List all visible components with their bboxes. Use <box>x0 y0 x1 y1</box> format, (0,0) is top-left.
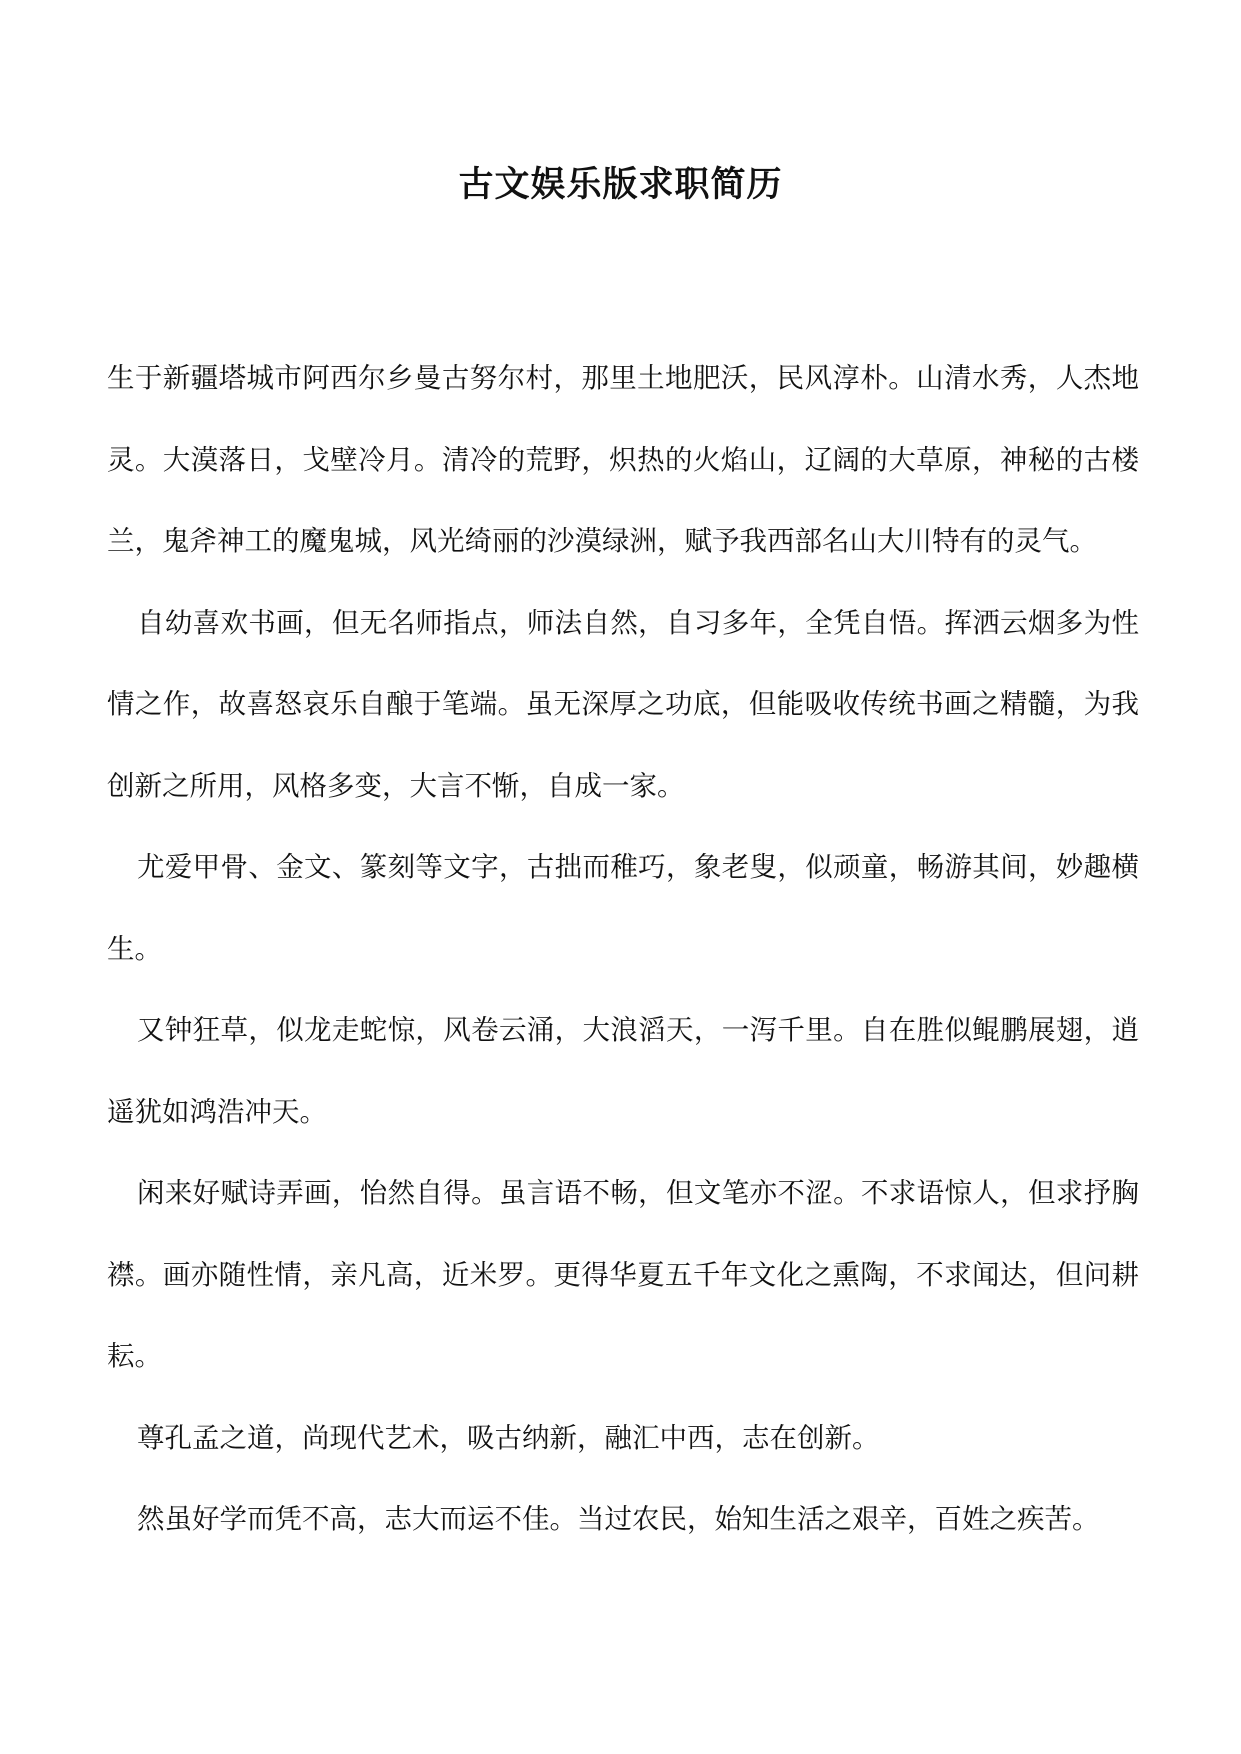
document-body <box>107 338 1139 1561</box>
document-title: 古文娱乐版求职简历 <box>458 164 783 205</box>
paragraph-cursive-script: 又钟狂草，似龙走蛇惊，风卷云涌，大浪滔天，一泻千里。自在胜似鲲鹏展翅，逍遥犹如鸿浩冲天。 <box>107 1014 1139 1128</box>
paragraph-philosophy: 尊孔孟之道，尚现代艺术，吸古纳新，融汇中西，志在创新。 <box>137 1421 880 1454</box>
paragraph-calligraphy-painting: 自幼喜欢书画，但无名师指点，师法自然，自习多年，全凭自悟。挥洒云烟多为性情之作，故喜怒哀乐自酿于笔端。虽无深厚之功底，但能吸收传统书画之精髓，为我创新之所用，风格多变，大言不惭，自成一家。 <box>107 606 1139 802</box>
paragraph-poetry-painting: 闲来好赋诗弄画，怡然自得。虽言语不畅，但文笔亦不涩。不求语惊人，但求抒胸襟。画亦随性情，亲凡高，近米罗。更得华夏五千年文化之熏陶，不求闻达，但问耕耘。 <box>107 1177 1139 1372</box>
paragraph-experience: 然虽好学而凭不高，志大而运不佳。当过农民，始知生活之艰辛，百姓之疾苦。 <box>137 1503 1100 1535</box>
paragraph-birthplace: 生于新疆塔城市阿西尔乡曼古努尔村，那里土地肥沃，民风淳朴。山清水秀，人杰地灵。大漠落日，戈壁冷月。清冷的荒野，炽热的火焰山，辽阔的大草原，神秘的古楼兰，鬼斧神工的魔鬼城，风光绮丽的沙漠绿洲，赋予我西部名山大川特有的灵气。 <box>107 362 1139 557</box>
paragraph-ancient-scripts: 尤爱甲骨、金文、篆刻等文字，古拙而稚巧，象老叟，似顽童，畅游其间，妙趣横生。 <box>107 851 1139 965</box>
